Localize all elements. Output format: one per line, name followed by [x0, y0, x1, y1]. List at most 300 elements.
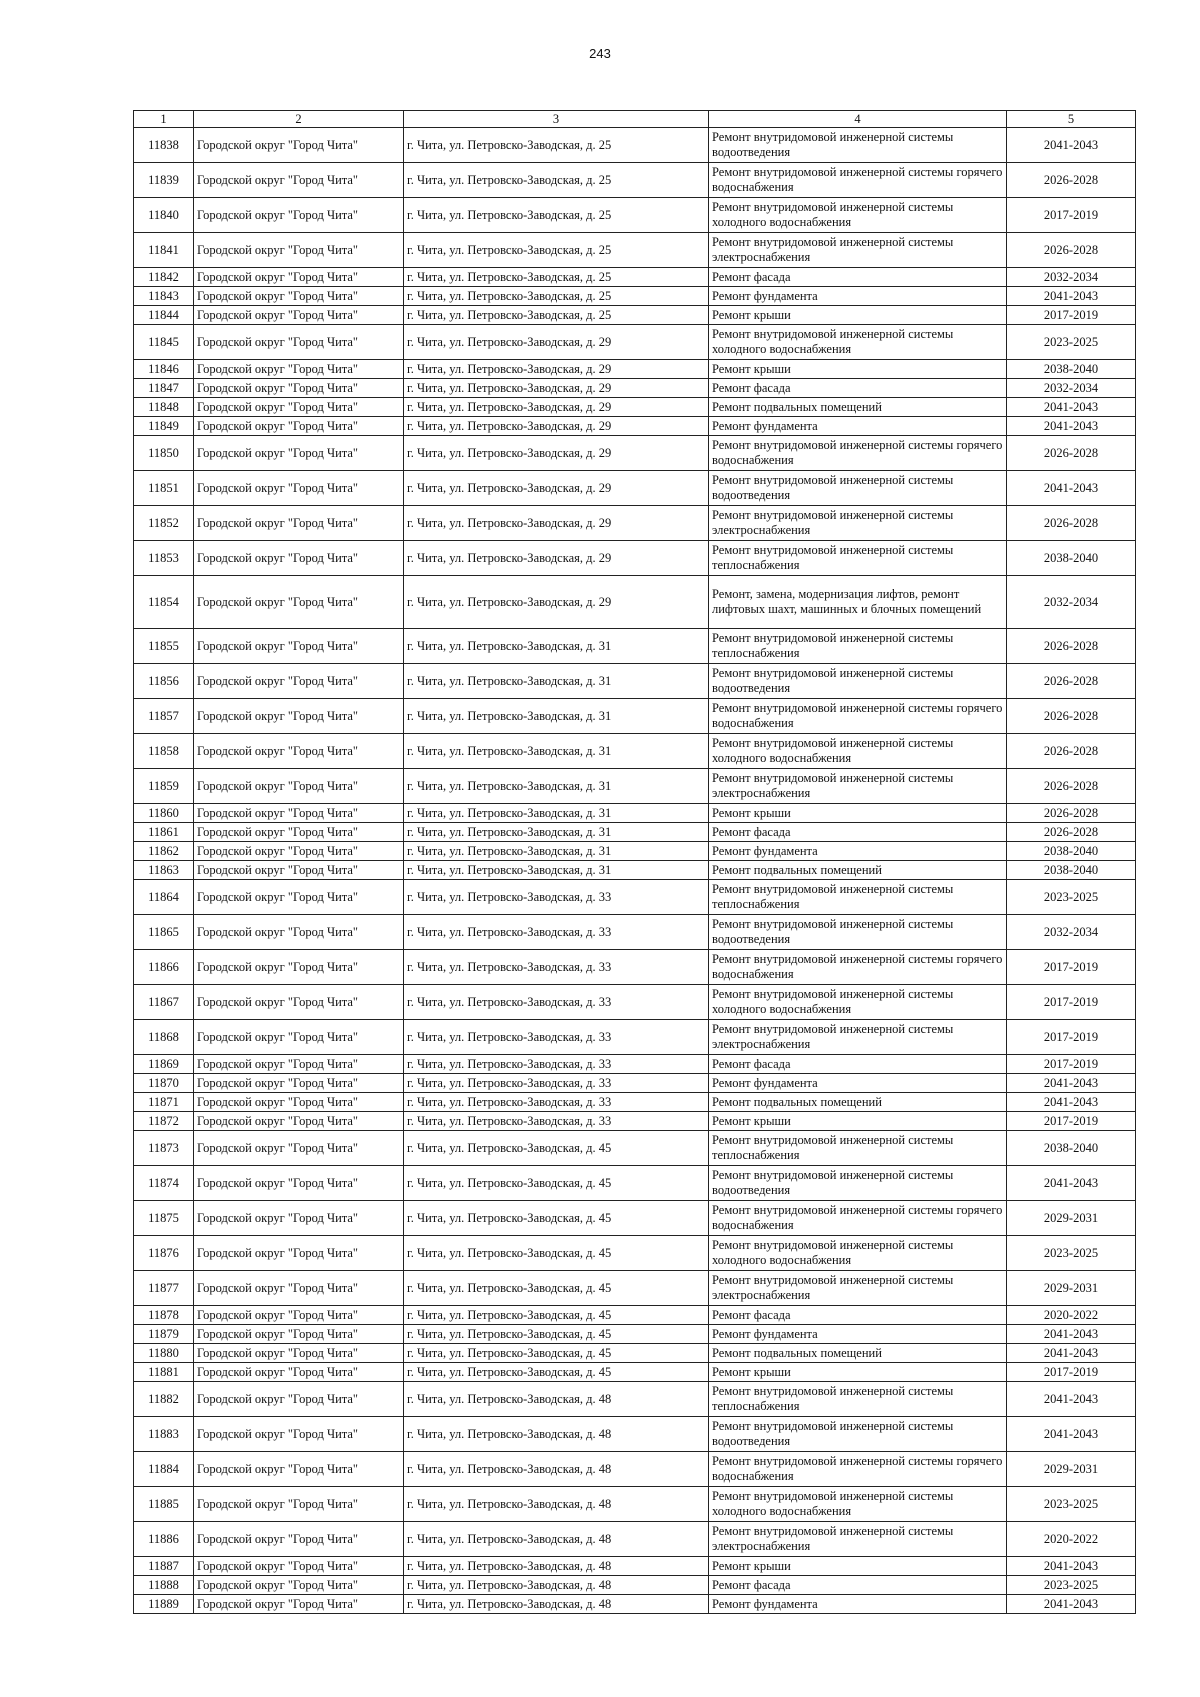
municipality-cell: Городской округ "Город Чита" — [194, 880, 404, 915]
row-number-cell: 11872 — [134, 1112, 194, 1131]
work-type-cell: Ремонт подвальных помещений — [709, 861, 1007, 880]
table-row — [134, 985, 1136, 1020]
table-row — [134, 1020, 1136, 1055]
period-cell: 2026-2028 — [1007, 734, 1136, 769]
municipality-cell: Городской округ "Город Чита" — [194, 1131, 404, 1166]
municipality-cell: Городской округ "Город Чита" — [194, 915, 404, 950]
municipality-cell: Городской округ "Город Чита" — [194, 1236, 404, 1271]
row-number-cell: 11865 — [134, 915, 194, 950]
table-row — [134, 1557, 1136, 1576]
table-row — [134, 842, 1136, 861]
row-number-cell: 11885 — [134, 1487, 194, 1522]
address-cell: г. Чита, ул. Петровско-Заводская, д. 29 — [404, 417, 709, 436]
municipality-cell: Городской округ "Город Чита" — [194, 1522, 404, 1557]
row-number-cell: 11850 — [134, 436, 194, 471]
table-row — [134, 861, 1136, 880]
municipality-cell: Городской округ "Город Чита" — [194, 842, 404, 861]
work-type-cell: Ремонт внутридомовой инженерной системы теплоснабжения — [709, 629, 1007, 664]
municipality-cell: Городской округ "Город Чита" — [194, 1271, 404, 1306]
table-row — [134, 664, 1136, 699]
period-cell: 2020-2022 — [1007, 1522, 1136, 1557]
address-cell: г. Чита, ул. Петровско-Заводская, д. 33 — [404, 1074, 709, 1093]
address-cell: г. Чита, ул. Петровско-Заводская, д. 25 — [404, 163, 709, 198]
period-cell: 2023-2025 — [1007, 1576, 1136, 1595]
period-cell: 2038-2040 — [1007, 360, 1136, 379]
address-cell: г. Чита, ул. Петровско-Заводская, д. 31 — [404, 699, 709, 734]
address-cell: г. Чита, ул. Петровско-Заводская, д. 29 — [404, 471, 709, 506]
row-number-cell: 11857 — [134, 699, 194, 734]
municipality-cell: Городской округ "Город Чита" — [194, 1595, 404, 1614]
table-row — [134, 1055, 1136, 1074]
table-row — [134, 699, 1136, 734]
table-row — [134, 950, 1136, 985]
municipality-cell: Городской округ "Город Чита" — [194, 1452, 404, 1487]
period-cell: 2026-2028 — [1007, 664, 1136, 699]
address-cell: г. Чита, ул. Петровско-Заводская, д. 29 — [404, 325, 709, 360]
period-cell: 2029-2031 — [1007, 1201, 1136, 1236]
municipality-cell: Городской округ "Город Чита" — [194, 360, 404, 379]
address-cell: г. Чита, ул. Петровско-Заводская, д. 29 — [404, 436, 709, 471]
work-type-cell: Ремонт внутридомовой инженерной системы водоотведения — [709, 1417, 1007, 1452]
table-row — [134, 1131, 1136, 1166]
table-body — [134, 128, 1136, 1614]
municipality-cell: Городской округ "Город Чита" — [194, 823, 404, 842]
address-cell: г. Чита, ул. Петровско-Заводская, д. 31 — [404, 842, 709, 861]
table-row — [134, 823, 1136, 842]
address-cell: г. Чита, ул. Петровско-Заводская, д. 48 — [404, 1417, 709, 1452]
row-number-cell: 11851 — [134, 471, 194, 506]
row-number-cell: 11874 — [134, 1166, 194, 1201]
period-cell: 2026-2028 — [1007, 629, 1136, 664]
municipality-cell: Городской округ "Город Чита" — [194, 198, 404, 233]
table-row — [134, 1487, 1136, 1522]
period-cell: 2038-2040 — [1007, 1131, 1136, 1166]
table-row — [134, 233, 1136, 268]
work-type-cell: Ремонт внутридомовой инженерной системы теплоснабжения — [709, 541, 1007, 576]
work-type-cell: Ремонт внутридомовой инженерной системы теплоснабжения — [709, 880, 1007, 915]
address-cell: г. Чита, ул. Петровско-Заводская, д. 33 — [404, 950, 709, 985]
work-type-cell: Ремонт фасада — [709, 1306, 1007, 1325]
period-cell: 2041-2043 — [1007, 128, 1136, 163]
municipality-cell: Городской округ "Город Чита" — [194, 1093, 404, 1112]
table-row — [134, 506, 1136, 541]
row-number-cell: 11888 — [134, 1576, 194, 1595]
address-cell: г. Чита, ул. Петровско-Заводская, д. 29 — [404, 379, 709, 398]
table-row — [134, 1325, 1136, 1344]
period-cell: 2041-2043 — [1007, 398, 1136, 417]
period-cell: 2038-2040 — [1007, 842, 1136, 861]
repair-schedule-table — [133, 110, 1136, 1614]
address-cell: г. Чита, ул. Петровско-Заводская, д. 48 — [404, 1576, 709, 1595]
address-cell: г. Чита, ул. Петровско-Заводская, д. 45 — [404, 1131, 709, 1166]
address-cell: г. Чита, ул. Петровско-Заводская, д. 33 — [404, 1093, 709, 1112]
address-cell: г. Чита, ул. Петровско-Заводская, д. 31 — [404, 823, 709, 842]
work-type-cell: Ремонт внутридомовой инженерной системы холодного водоснабжения — [709, 1487, 1007, 1522]
period-cell: 2017-2019 — [1007, 198, 1136, 233]
address-cell: г. Чита, ул. Петровско-Заводская, д. 45 — [404, 1344, 709, 1363]
period-cell: 2041-2043 — [1007, 1382, 1136, 1417]
period-cell: 2032-2034 — [1007, 576, 1136, 629]
address-cell: г. Чита, ул. Петровско-Заводская, д. 45 — [404, 1201, 709, 1236]
municipality-cell: Городской округ "Город Чита" — [194, 506, 404, 541]
work-type-cell: Ремонт внутридомовой инженерной системы электроснабжения — [709, 1271, 1007, 1306]
period-cell: 2023-2025 — [1007, 880, 1136, 915]
column-header: 4 — [709, 111, 1007, 128]
row-number-cell: 11867 — [134, 985, 194, 1020]
period-cell: 2026-2028 — [1007, 436, 1136, 471]
table-row — [134, 471, 1136, 506]
municipality-cell: Городской округ "Город Чита" — [194, 629, 404, 664]
work-type-cell: Ремонт крыши — [709, 306, 1007, 325]
municipality-cell: Городской округ "Город Чита" — [194, 664, 404, 699]
address-cell: г. Чита, ул. Петровско-Заводская, д. 48 — [404, 1522, 709, 1557]
row-number-cell: 11843 — [134, 287, 194, 306]
row-number-cell: 11856 — [134, 664, 194, 699]
table-row — [134, 1112, 1136, 1131]
column-header: 2 — [194, 111, 404, 128]
period-cell: 2026-2028 — [1007, 699, 1136, 734]
table-row — [134, 769, 1136, 804]
work-type-cell: Ремонт подвальных помещений — [709, 398, 1007, 417]
work-type-cell: Ремонт фундамента — [709, 1074, 1007, 1093]
address-cell: г. Чита, ул. Петровско-Заводская, д. 29 — [404, 506, 709, 541]
row-number-cell: 11853 — [134, 541, 194, 576]
municipality-cell: Городской округ "Город Чита" — [194, 1020, 404, 1055]
period-cell: 2032-2034 — [1007, 915, 1136, 950]
period-cell: 2023-2025 — [1007, 1487, 1136, 1522]
work-type-cell: Ремонт внутридомовой инженерной системы горячего водоснабжения — [709, 950, 1007, 985]
work-type-cell: Ремонт внутридомовой инженерной системы водоотведения — [709, 471, 1007, 506]
table-row — [134, 880, 1136, 915]
work-type-cell: Ремонт фундамента — [709, 417, 1007, 436]
address-cell: г. Чита, ул. Петровско-Заводская, д. 31 — [404, 804, 709, 823]
municipality-cell: Городской округ "Город Чита" — [194, 1306, 404, 1325]
table-row — [134, 325, 1136, 360]
period-cell: 2041-2043 — [1007, 1166, 1136, 1201]
municipality-cell: Городской округ "Город Чита" — [194, 576, 404, 629]
work-type-cell: Ремонт внутридомовой инженерной системы холодного водоснабжения — [709, 198, 1007, 233]
work-type-cell: Ремонт внутридомовой инженерной системы электроснабжения — [709, 1020, 1007, 1055]
period-cell: 2026-2028 — [1007, 769, 1136, 804]
table-row — [134, 1576, 1136, 1595]
municipality-cell: Городской округ "Город Чита" — [194, 1417, 404, 1452]
work-type-cell: Ремонт внутридомовой инженерной системы холодного водоснабжения — [709, 985, 1007, 1020]
work-type-cell: Ремонт, замена, модернизация лифтов, ремонт лифтовых шахт, машинных и блочных помещений — [709, 576, 1007, 629]
table-row — [134, 1344, 1136, 1363]
address-cell: г. Чита, ул. Петровско-Заводская, д. 48 — [404, 1487, 709, 1522]
period-cell: 2023-2025 — [1007, 1236, 1136, 1271]
municipality-cell: Городской округ "Город Чита" — [194, 1325, 404, 1344]
address-cell: г. Чита, ул. Петровско-Заводская, д. 45 — [404, 1236, 709, 1271]
table-row — [134, 306, 1136, 325]
row-number-cell: 11862 — [134, 842, 194, 861]
work-type-cell: Ремонт крыши — [709, 804, 1007, 823]
address-cell: г. Чита, ул. Петровско-Заводская, д. 29 — [404, 576, 709, 629]
table-row — [134, 1236, 1136, 1271]
period-cell: 2041-2043 — [1007, 287, 1136, 306]
column-header: 3 — [404, 111, 709, 128]
period-cell: 2029-2031 — [1007, 1271, 1136, 1306]
address-cell: г. Чита, ул. Петровско-Заводская, д. 33 — [404, 985, 709, 1020]
municipality-cell: Городской округ "Город Чита" — [194, 1112, 404, 1131]
work-type-cell: Ремонт внутридомовой инженерной системы водоотведения — [709, 1166, 1007, 1201]
work-type-cell: Ремонт внутридомовой инженерной системы водоотведения — [709, 664, 1007, 699]
municipality-cell: Городской округ "Город Чита" — [194, 1576, 404, 1595]
table-row — [134, 398, 1136, 417]
column-header: 5 — [1007, 111, 1136, 128]
period-cell: 2041-2043 — [1007, 417, 1136, 436]
address-cell: г. Чита, ул. Петровско-Заводская, д. 25 — [404, 128, 709, 163]
period-cell: 2020-2022 — [1007, 1306, 1136, 1325]
row-number-cell: 11875 — [134, 1201, 194, 1236]
row-number-cell: 11847 — [134, 379, 194, 398]
work-type-cell: Ремонт внутридомовой инженерной системы холодного водоснабжения — [709, 1236, 1007, 1271]
row-number-cell: 11868 — [134, 1020, 194, 1055]
row-number-cell: 11889 — [134, 1595, 194, 1614]
municipality-cell: Городской округ "Город Чита" — [194, 1166, 404, 1201]
municipality-cell: Городской округ "Город Чита" — [194, 861, 404, 880]
work-type-cell: Ремонт внутридомовой инженерной системы горячего водоснабжения — [709, 699, 1007, 734]
municipality-cell: Городской округ "Город Чита" — [194, 541, 404, 576]
period-cell: 2026-2028 — [1007, 823, 1136, 842]
address-cell: г. Чита, ул. Петровско-Заводская, д. 45 — [404, 1306, 709, 1325]
table-row — [134, 915, 1136, 950]
row-number-cell: 11849 — [134, 417, 194, 436]
work-type-cell: Ремонт крыши — [709, 360, 1007, 379]
table-row — [134, 576, 1136, 629]
period-cell: 2041-2043 — [1007, 1074, 1136, 1093]
address-cell: г. Чита, ул. Петровско-Заводская, д. 45 — [404, 1271, 709, 1306]
period-cell: 2038-2040 — [1007, 861, 1136, 880]
table-row — [134, 541, 1136, 576]
row-number-cell: 11855 — [134, 629, 194, 664]
address-cell: г. Чита, ул. Петровско-Заводская, д. 33 — [404, 915, 709, 950]
row-number-cell: 11873 — [134, 1131, 194, 1166]
municipality-cell: Городской округ "Город Чита" — [194, 734, 404, 769]
municipality-cell: Городской округ "Город Чита" — [194, 233, 404, 268]
address-cell: г. Чита, ул. Петровско-Заводская, д. 45 — [404, 1363, 709, 1382]
address-cell: г. Чита, ул. Петровско-Заводская, д. 48 — [404, 1595, 709, 1614]
row-number-cell: 11866 — [134, 950, 194, 985]
municipality-cell: Городской округ "Город Чита" — [194, 1201, 404, 1236]
row-number-cell: 11846 — [134, 360, 194, 379]
table-row — [134, 1382, 1136, 1417]
period-cell: 2017-2019 — [1007, 1020, 1136, 1055]
table-row — [134, 1595, 1136, 1614]
row-number-cell: 11886 — [134, 1522, 194, 1557]
period-cell: 2041-2043 — [1007, 1344, 1136, 1363]
municipality-cell: Городской округ "Город Чита" — [194, 1344, 404, 1363]
municipality-cell: Городской округ "Город Чита" — [194, 950, 404, 985]
address-cell: г. Чита, ул. Петровско-Заводская, д. 33 — [404, 880, 709, 915]
table-row — [134, 198, 1136, 233]
address-cell: г. Чита, ул. Петровско-Заводская, д. 33 — [404, 1055, 709, 1074]
municipality-cell: Городской округ "Город Чита" — [194, 268, 404, 287]
work-type-cell: Ремонт внутридомовой инженерной системы горячего водоснабжения — [709, 163, 1007, 198]
period-cell: 2017-2019 — [1007, 1112, 1136, 1131]
address-cell: г. Чита, ул. Петровско-Заводская, д. 31 — [404, 664, 709, 699]
work-type-cell: Ремонт подвальных помещений — [709, 1093, 1007, 1112]
row-number-cell: 11845 — [134, 325, 194, 360]
row-number-cell: 11882 — [134, 1382, 194, 1417]
period-cell: 2017-2019 — [1007, 1055, 1136, 1074]
work-type-cell: Ремонт фундамента — [709, 1595, 1007, 1614]
period-cell: 2041-2043 — [1007, 1093, 1136, 1112]
address-cell: г. Чита, ул. Петровско-Заводская, д. 33 — [404, 1020, 709, 1055]
row-number-cell: 11879 — [134, 1325, 194, 1344]
address-cell: г. Чита, ул. Петровско-Заводская, д. 48 — [404, 1557, 709, 1576]
period-cell: 2026-2028 — [1007, 233, 1136, 268]
address-cell: г. Чита, ул. Петровско-Заводская, д. 48 — [404, 1452, 709, 1487]
work-type-cell: Ремонт фасада — [709, 1576, 1007, 1595]
work-type-cell: Ремонт внутридомовой инженерной системы холодного водоснабжения — [709, 734, 1007, 769]
address-cell: г. Чита, ул. Петровско-Заводская, д. 25 — [404, 287, 709, 306]
municipality-cell: Городской округ "Город Чита" — [194, 699, 404, 734]
work-type-cell: Ремонт внутридомовой инженерной системы электроснабжения — [709, 1522, 1007, 1557]
work-type-cell: Ремонт внутридомовой инженерной системы холодного водоснабжения — [709, 325, 1007, 360]
work-type-cell: Ремонт внутридомовой инженерной системы теплоснабжения — [709, 1131, 1007, 1166]
municipality-cell: Городской округ "Город Чита" — [194, 436, 404, 471]
municipality-cell: Городской округ "Город Чита" — [194, 128, 404, 163]
municipality-cell: Городской округ "Город Чита" — [194, 471, 404, 506]
table-row — [134, 360, 1136, 379]
row-number-cell: 11838 — [134, 128, 194, 163]
period-cell: 2041-2043 — [1007, 471, 1136, 506]
row-number-cell: 11871 — [134, 1093, 194, 1112]
municipality-cell: Городской округ "Город Чита" — [194, 1557, 404, 1576]
row-number-cell: 11881 — [134, 1363, 194, 1382]
work-type-cell: Ремонт внутридомовой инженерной системы электроснабжения — [709, 769, 1007, 804]
row-number-cell: 11861 — [134, 823, 194, 842]
address-cell: г. Чита, ул. Петровско-Заводская, д. 31 — [404, 861, 709, 880]
row-number-cell: 11864 — [134, 880, 194, 915]
table-row — [134, 1522, 1136, 1557]
address-cell: г. Чита, ул. Петровско-Заводская, д. 25 — [404, 198, 709, 233]
address-cell: г. Чита, ул. Петровско-Заводская, д. 45 — [404, 1325, 709, 1344]
row-number-cell: 11852 — [134, 506, 194, 541]
municipality-cell: Городской округ "Город Чита" — [194, 804, 404, 823]
municipality-cell: Городской округ "Город Чита" — [194, 417, 404, 436]
row-number-cell: 11859 — [134, 769, 194, 804]
work-type-cell: Ремонт внутридомовой инженерной системы горячего водоснабжения — [709, 1201, 1007, 1236]
period-cell: 2041-2043 — [1007, 1325, 1136, 1344]
table-row — [134, 1417, 1136, 1452]
table-row — [134, 417, 1136, 436]
table-row — [134, 1093, 1136, 1112]
period-cell: 2026-2028 — [1007, 163, 1136, 198]
address-cell: г. Чита, ул. Петровско-Заводская, д. 33 — [404, 1112, 709, 1131]
municipality-cell: Городской округ "Город Чита" — [194, 985, 404, 1020]
table-row — [134, 163, 1136, 198]
table-row — [134, 379, 1136, 398]
address-cell: г. Чита, ул. Петровско-Заводская, д. 29 — [404, 360, 709, 379]
work-type-cell: Ремонт фундамента — [709, 842, 1007, 861]
work-type-cell: Ремонт внутридомовой инженерной системы электроснабжения — [709, 233, 1007, 268]
work-type-cell: Ремонт фасада — [709, 379, 1007, 398]
table-row — [134, 1271, 1136, 1306]
table-row — [134, 268, 1136, 287]
page-number: 243 — [589, 46, 611, 61]
period-cell: 2017-2019 — [1007, 1363, 1136, 1382]
work-type-cell: Ремонт фасада — [709, 268, 1007, 287]
period-cell: 2041-2043 — [1007, 1557, 1136, 1576]
work-type-cell: Ремонт фундамента — [709, 1325, 1007, 1344]
period-cell: 2041-2043 — [1007, 1595, 1136, 1614]
row-number-cell: 11887 — [134, 1557, 194, 1576]
address-cell: г. Чита, ул. Петровско-Заводская, д. 25 — [404, 306, 709, 325]
work-type-cell: Ремонт внутридомовой инженерной системы теплоснабжения — [709, 1382, 1007, 1417]
work-type-cell: Ремонт фасада — [709, 823, 1007, 842]
address-cell: г. Чита, ул. Петровско-Заводская, д. 29 — [404, 541, 709, 576]
row-number-cell: 11870 — [134, 1074, 194, 1093]
row-number-cell: 11869 — [134, 1055, 194, 1074]
table-row — [134, 804, 1136, 823]
row-number-cell: 11854 — [134, 576, 194, 629]
period-cell: 2029-2031 — [1007, 1452, 1136, 1487]
table-row — [134, 1452, 1136, 1487]
row-number-cell: 11878 — [134, 1306, 194, 1325]
row-number-cell: 11842 — [134, 268, 194, 287]
municipality-cell: Городской округ "Город Чита" — [194, 1055, 404, 1074]
row-number-cell: 11876 — [134, 1236, 194, 1271]
row-number-cell: 11844 — [134, 306, 194, 325]
column-header: 1 — [134, 111, 194, 128]
municipality-cell: Городской округ "Город Чита" — [194, 325, 404, 360]
work-type-cell: Ремонт фасада — [709, 1055, 1007, 1074]
table-row — [134, 436, 1136, 471]
municipality-cell: Городской округ "Город Чита" — [194, 769, 404, 804]
table-row — [134, 1166, 1136, 1201]
work-type-cell: Ремонт внутридомовой инженерной системы горячего водоснабжения — [709, 1452, 1007, 1487]
municipality-cell: Городской округ "Город Чита" — [194, 287, 404, 306]
municipality-cell: Городской округ "Город Чита" — [194, 1363, 404, 1382]
table-row — [134, 1201, 1136, 1236]
municipality-cell: Городской округ "Город Чита" — [194, 163, 404, 198]
period-cell: 2017-2019 — [1007, 950, 1136, 985]
row-number-cell: 11841 — [134, 233, 194, 268]
period-cell: 2023-2025 — [1007, 325, 1136, 360]
row-number-cell: 11880 — [134, 1344, 194, 1363]
row-number-cell: 11840 — [134, 198, 194, 233]
work-type-cell: Ремонт внутридомовой инженерной системы электроснабжения — [709, 506, 1007, 541]
period-cell: 2026-2028 — [1007, 804, 1136, 823]
address-cell: г. Чита, ул. Петровско-Заводская, д. 45 — [404, 1166, 709, 1201]
row-number-cell: 11860 — [134, 804, 194, 823]
table-row — [134, 1074, 1136, 1093]
period-cell: 2032-2034 — [1007, 379, 1136, 398]
work-type-cell: Ремонт внутридомовой инженерной системы водоотведения — [709, 915, 1007, 950]
municipality-cell: Городской округ "Город Чита" — [194, 1074, 404, 1093]
period-cell: 2017-2019 — [1007, 985, 1136, 1020]
address-cell: г. Чита, ул. Петровско-Заводская, д. 31 — [404, 629, 709, 664]
table-row — [134, 128, 1136, 163]
work-type-cell: Ремонт внутридомовой инженерной системы горячего водоснабжения — [709, 436, 1007, 471]
period-cell: 2038-2040 — [1007, 541, 1136, 576]
period-cell: 2041-2043 — [1007, 1417, 1136, 1452]
period-cell: 2032-2034 — [1007, 268, 1136, 287]
row-number-cell: 11858 — [134, 734, 194, 769]
table-row — [134, 287, 1136, 306]
period-cell: 2026-2028 — [1007, 506, 1136, 541]
table-row — [134, 1363, 1136, 1382]
period-cell: 2017-2019 — [1007, 306, 1136, 325]
table-row — [134, 1306, 1136, 1325]
work-type-cell: Ремонт крыши — [709, 1557, 1007, 1576]
municipality-cell: Городской округ "Город Чита" — [194, 1382, 404, 1417]
municipality-cell: Городской округ "Город Чита" — [194, 398, 404, 417]
row-number-cell: 11884 — [134, 1452, 194, 1487]
address-cell: г. Чита, ул. Петровско-Заводская, д. 25 — [404, 268, 709, 287]
